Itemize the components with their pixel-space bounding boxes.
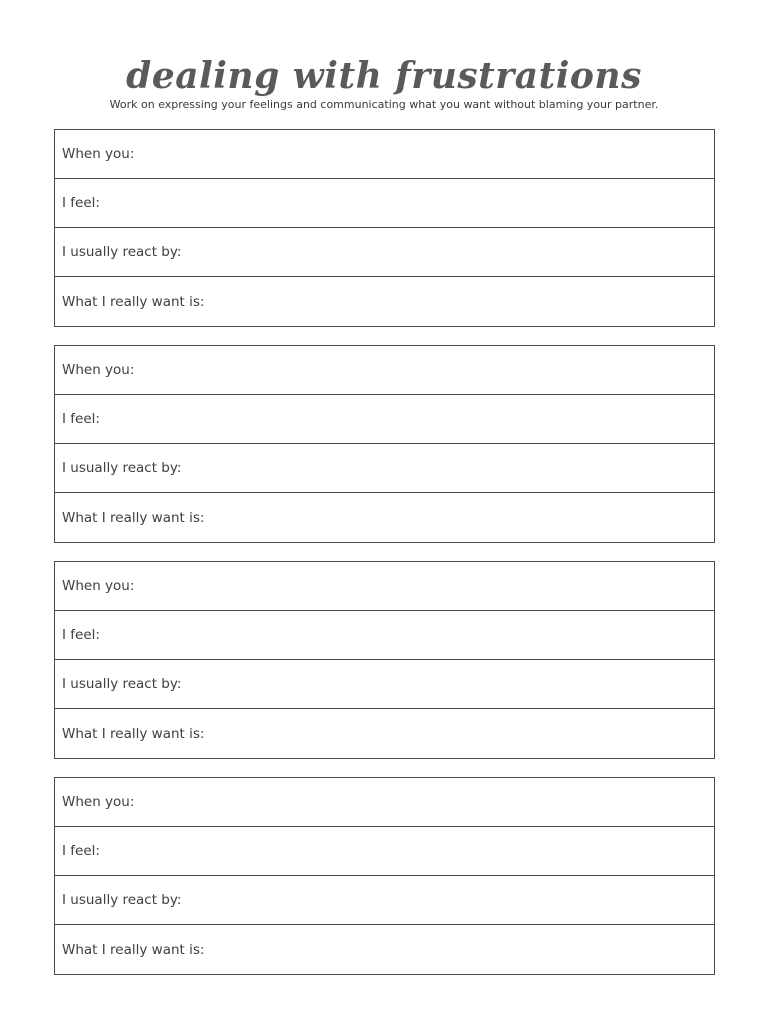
frustration-block-3 [54, 561, 715, 759]
when-you-field[interactable] [55, 778, 714, 827]
worksheet-blocks [54, 129, 715, 993]
i-feel-label: I feel: [62, 627, 100, 643]
react-by-field[interactable] [55, 228, 714, 277]
really-want-field[interactable] [55, 925, 714, 974]
when-you-label: When you: [62, 362, 135, 378]
react-by-label: I usually react by: [62, 676, 182, 692]
when-you-label: When you: [62, 578, 135, 594]
when-you-label: When you: [62, 146, 135, 162]
react-by-label: I usually react by: [62, 244, 182, 260]
i-feel-field[interactable] [55, 395, 714, 444]
when-you-field[interactable] [55, 130, 714, 179]
i-feel-field[interactable] [55, 179, 714, 228]
react-by-field[interactable] [55, 444, 714, 493]
when-you-label: When you: [62, 794, 135, 810]
when-you-field[interactable] [55, 346, 714, 395]
frustration-block-4 [54, 777, 715, 975]
really-want-field[interactable] [55, 493, 714, 542]
when-you-field[interactable] [55, 562, 714, 611]
react-by-label: I usually react by: [62, 892, 182, 908]
page-title: dealing with frustrations [126, 55, 642, 98]
i-feel-label: I feel: [62, 411, 100, 427]
react-by-field[interactable] [55, 660, 714, 709]
really-want-label: What I really want is: [62, 941, 205, 958]
really-want-label: What I really want is: [62, 725, 205, 742]
i-feel-field[interactable] [55, 611, 714, 660]
react-by-label: I usually react by: [62, 460, 182, 476]
really-want-field[interactable] [55, 277, 714, 326]
i-feel-label: I feel: [62, 195, 100, 211]
really-want-field[interactable] [55, 709, 714, 758]
frustration-block-2 [54, 345, 715, 543]
react-by-field[interactable] [55, 876, 714, 925]
i-feel-field[interactable] [55, 827, 714, 876]
really-want-label: What I really want is: [62, 293, 205, 310]
frustration-block-1 [54, 129, 715, 327]
i-feel-label: I feel: [62, 843, 100, 859]
page-subtitle: Work on expressing your feelings and communicating what you want without blaming your partner. [109, 98, 659, 111]
really-want-label: What I really want is: [62, 509, 205, 526]
